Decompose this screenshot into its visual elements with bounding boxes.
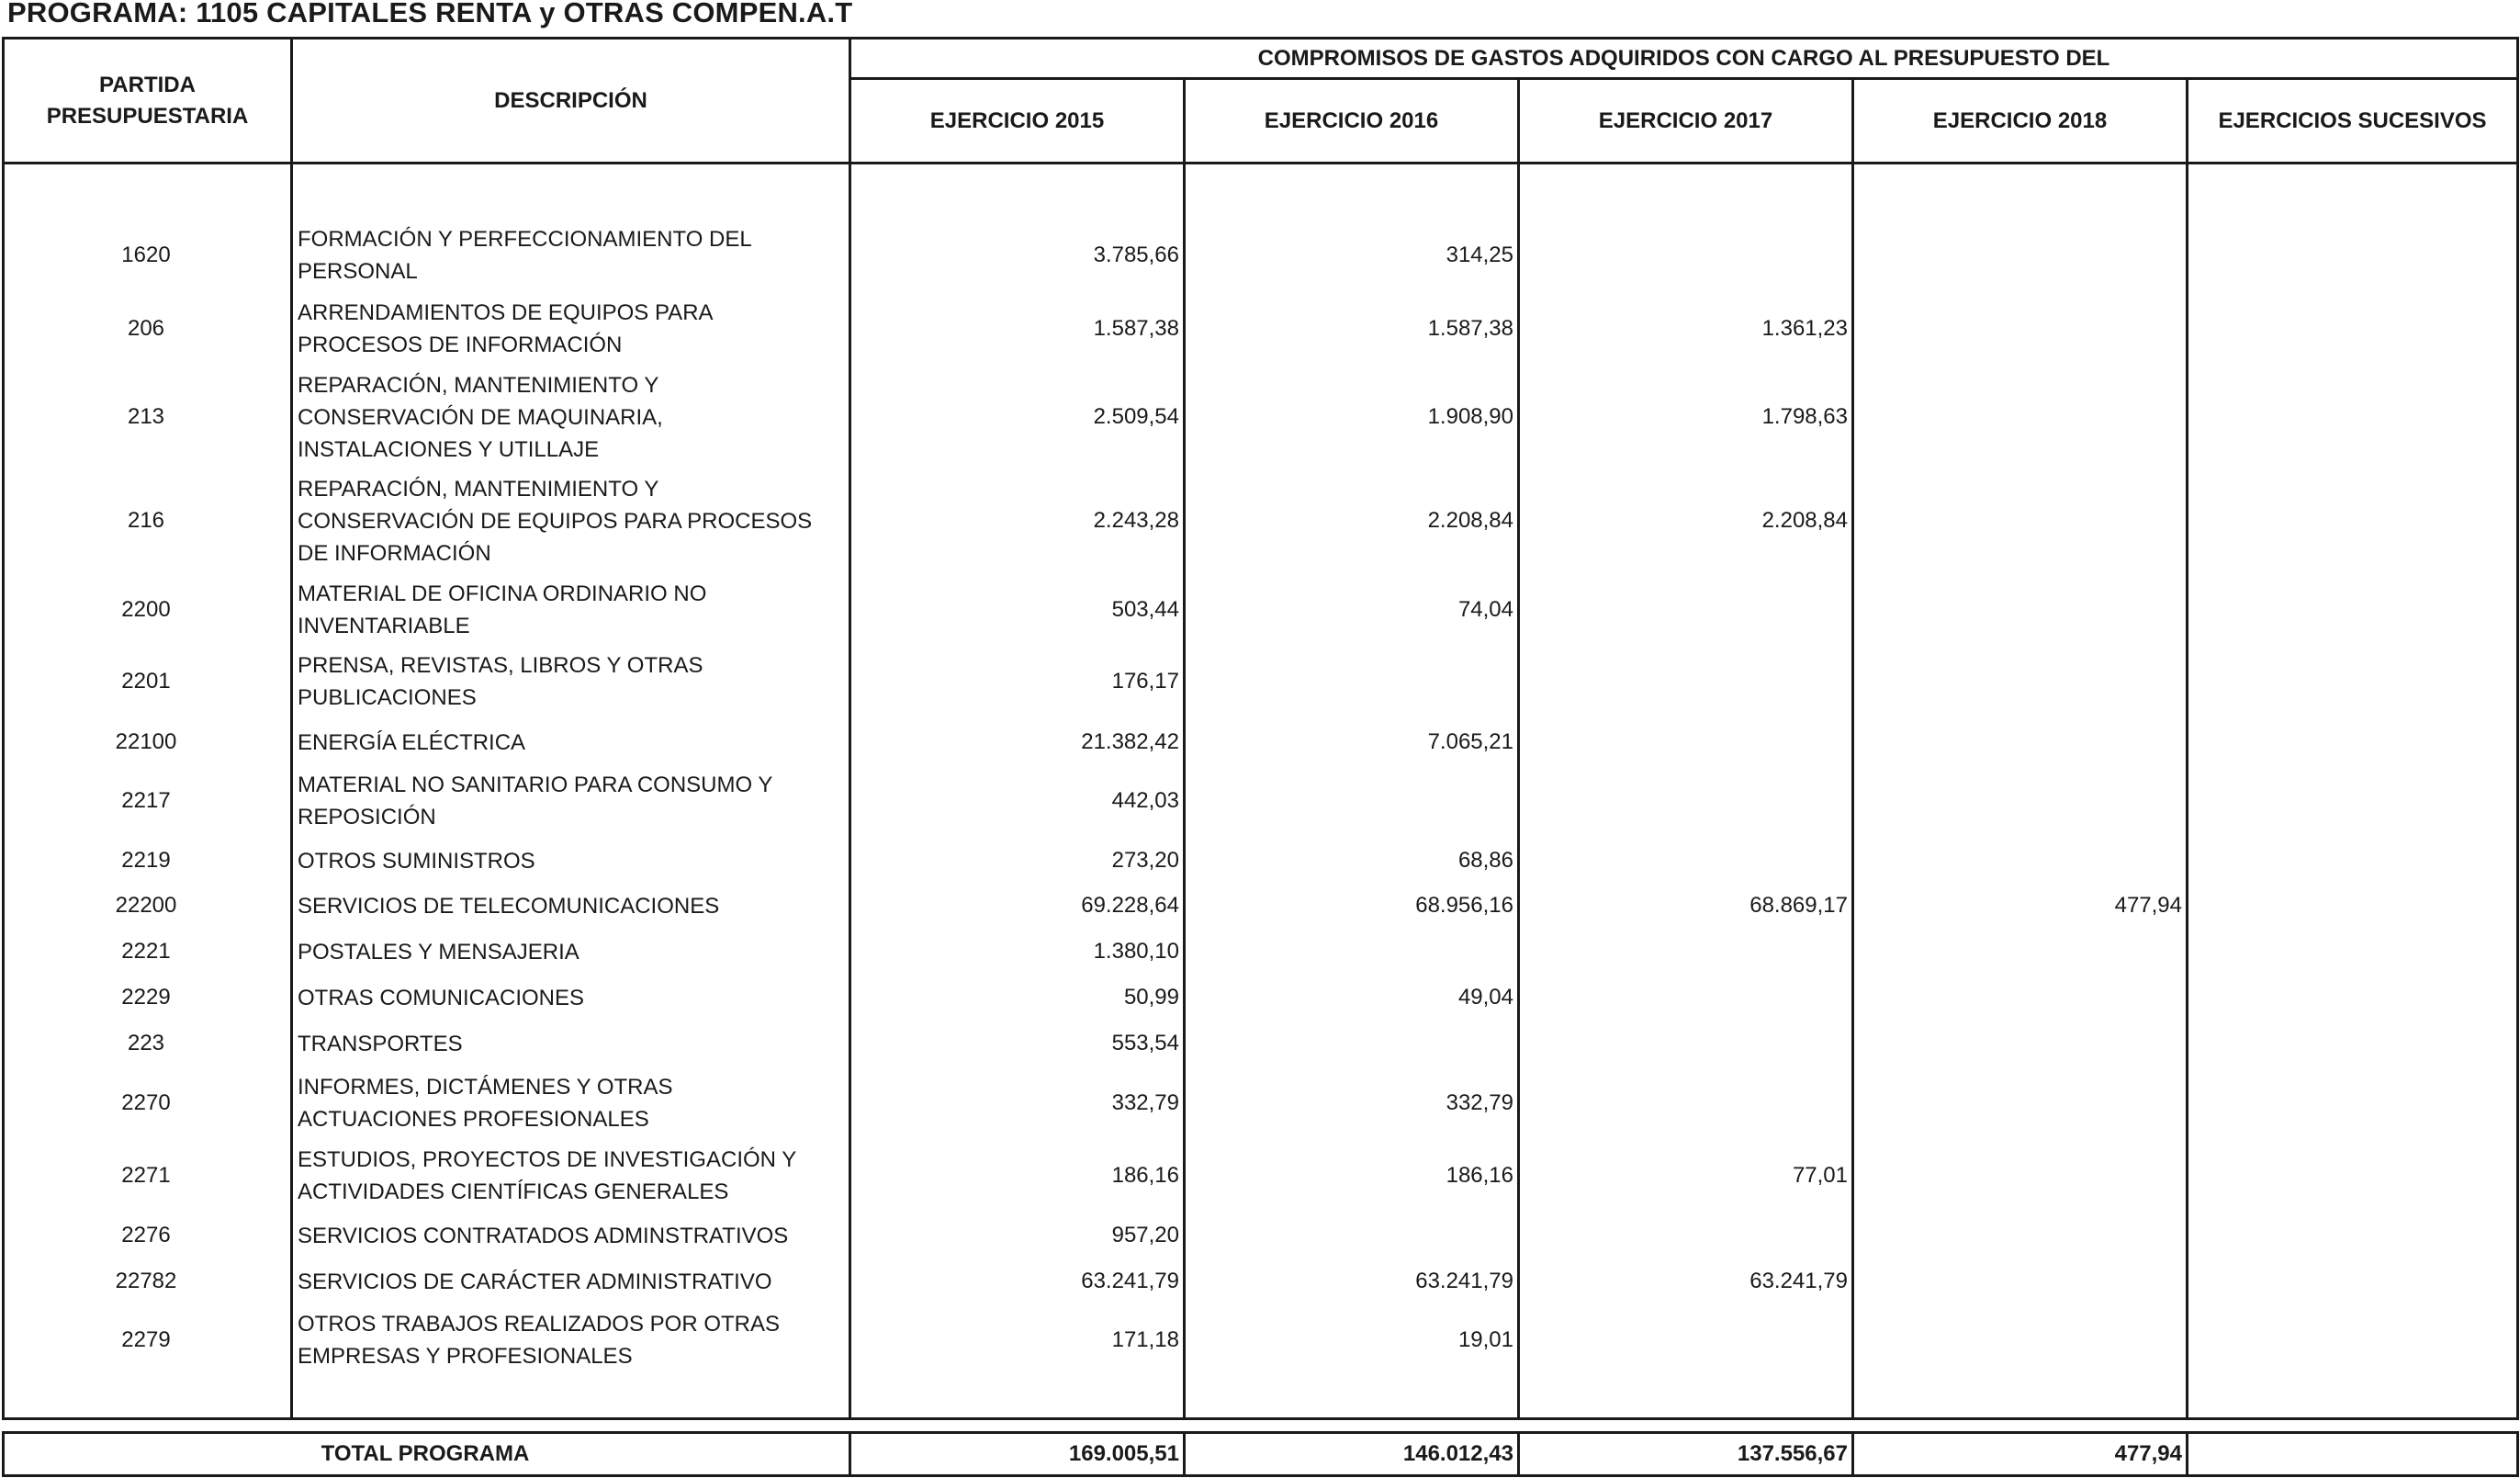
description-cell: ENERGÍA ELÉCTRICA xyxy=(298,729,526,755)
amount-2018-cell xyxy=(1853,1027,2182,1060)
amount-sucesivos-cell xyxy=(2188,768,2516,834)
partida-cell: 22100 xyxy=(115,729,177,754)
table-row xyxy=(0,296,2520,362)
table-row xyxy=(0,981,2520,1014)
amount-2017-cell xyxy=(1519,844,1848,877)
total-label: TOTAL PROGRAMA xyxy=(321,1441,530,1466)
table-row xyxy=(0,1143,2520,1209)
amount-2017-cell: 1.798,63 xyxy=(1761,404,1848,429)
amount-2017-cell xyxy=(1519,222,1848,288)
partida-cell: 2279 xyxy=(121,1327,171,1352)
amount-2015-cell: 171,18 xyxy=(1111,1327,1179,1352)
total-2017-cell: 137.556,67 xyxy=(1737,1441,1848,1466)
amount-2017-cell: 2.208,84 xyxy=(1761,508,1848,533)
table-row xyxy=(0,577,2520,643)
amount-sucesivos-cell xyxy=(2188,1265,2516,1298)
amount-2015-cell: 3.785,66 xyxy=(1093,243,1179,267)
amount-2017-cell xyxy=(1519,1219,1848,1252)
header-ejercicio-2017: EJERCICIO 2017 xyxy=(1598,107,1773,133)
total-2016-cell: 146.012,43 xyxy=(1402,1441,1513,1466)
total-2015-cell: 169.005,51 xyxy=(1068,1441,1179,1466)
partida-cell: 22782 xyxy=(115,1269,177,1293)
amount-2015-cell: 176,17 xyxy=(1111,669,1179,694)
amount-2018-cell xyxy=(1853,1265,2182,1298)
amount-2015-cell: 442,03 xyxy=(1111,788,1179,813)
amount-2015-cell: 2.243,28 xyxy=(1093,508,1179,533)
table-row xyxy=(0,889,2520,922)
amount-2017-cell: 63.241,79 xyxy=(1749,1269,1848,1293)
amount-2016-cell: 2.208,84 xyxy=(1427,508,1513,533)
amount-2016-cell xyxy=(1185,935,1513,968)
amount-2017-cell: 1.361,23 xyxy=(1761,316,1848,341)
amount-sucesivos-cell xyxy=(2188,222,2516,288)
amount-2017-cell xyxy=(1519,649,1848,715)
amount-sucesivos-cell xyxy=(2188,1027,2516,1060)
amount-2016-cell: 332,79 xyxy=(1446,1090,1513,1115)
amount-2015-cell: 21.382,42 xyxy=(1081,729,1179,754)
amount-sucesivos-cell xyxy=(2188,368,2516,466)
header-ejercicio-2016: EJERCICIO 2016 xyxy=(1264,107,1439,133)
amount-2015-cell: 186,16 xyxy=(1111,1163,1179,1188)
amount-sucesivos-cell xyxy=(2188,577,2516,643)
description-cell: POSTALES Y MENSAJERIA xyxy=(298,939,579,965)
amount-2017-cell: 77,01 xyxy=(1792,1163,1848,1188)
amount-2017-cell xyxy=(1519,981,1848,1014)
description-cell: OTRAS COMUNICACIONES xyxy=(298,985,585,1010)
table-row xyxy=(0,726,2520,759)
partida-cell: 2221 xyxy=(121,939,171,964)
header-partida: PARTIDA PRESUPUESTARIA xyxy=(46,72,249,129)
partida-cell: 206 xyxy=(127,316,165,341)
partida-cell: 213 xyxy=(127,404,165,429)
amount-sucesivos-cell xyxy=(2188,1143,2516,1209)
description-cell: TRANSPORTES xyxy=(298,1031,463,1056)
amount-2016-cell: 7.065,21 xyxy=(1427,729,1513,754)
amount-2015-cell: 2.509,54 xyxy=(1093,404,1179,429)
amount-2016-cell: 1.908,90 xyxy=(1427,404,1513,429)
amount-2017-cell xyxy=(1519,768,1848,834)
description-cell: SERVICIOS DE CARÁCTER ADMINISTRATIVO xyxy=(298,1269,772,1294)
description-cell: OTROS SUMINISTROS xyxy=(298,848,535,874)
amount-2018-cell xyxy=(1853,981,2182,1014)
amount-2016-cell xyxy=(1185,768,1513,834)
amount-2016-cell: 1.587,38 xyxy=(1427,316,1513,341)
amount-2015-cell: 69.228,64 xyxy=(1081,893,1179,918)
header-ejercicio-2018: EJERCICIO 2018 xyxy=(1932,107,2108,133)
table-row xyxy=(0,1027,2520,1060)
amount-2017-cell xyxy=(1519,577,1848,643)
description-cell: SERVICIOS DE TELECOMUNICACIONES xyxy=(298,893,720,919)
partida-cell: 2200 xyxy=(121,597,171,622)
total-row xyxy=(0,1434,2520,1474)
amount-2016-cell: 186,16 xyxy=(1446,1163,1513,1188)
amount-2018-cell xyxy=(1853,577,2182,643)
amount-2016-cell xyxy=(1185,1027,1513,1060)
amount-2017-cell xyxy=(1519,1070,1848,1136)
amount-sucesivos-cell xyxy=(2188,935,2516,968)
amount-2018-cell xyxy=(1853,726,2182,759)
partida-cell: 2229 xyxy=(121,985,171,1010)
amount-2015-cell: 332,79 xyxy=(1111,1090,1179,1115)
table-row xyxy=(0,935,2520,968)
amount-2016-cell: 63.241,79 xyxy=(1415,1269,1513,1293)
amount-2016-cell xyxy=(1185,649,1513,715)
amount-2015-cell: 273,20 xyxy=(1111,848,1179,873)
table-row xyxy=(0,222,2520,288)
amount-2018-cell xyxy=(1853,296,2182,362)
partida-cell: 1620 xyxy=(121,243,171,267)
table-row xyxy=(0,1219,2520,1252)
amount-2015-cell: 63.241,79 xyxy=(1081,1269,1179,1293)
description-cell: PRENSA, REVISTAS, LIBROS Y OTRAS PUBLICACIONES xyxy=(298,653,703,710)
partida-cell: 2271 xyxy=(121,1163,171,1188)
partida-cell: 216 xyxy=(127,508,165,533)
amount-2015-cell: 1.380,10 xyxy=(1093,939,1179,964)
amount-sucesivos-cell xyxy=(2188,889,2516,922)
table-row xyxy=(0,368,2520,466)
partida-cell: 2276 xyxy=(121,1223,171,1247)
amount-2015-cell: 1.587,38 xyxy=(1093,316,1179,341)
amount-sucesivos-cell xyxy=(2188,472,2516,570)
amount-2017-cell xyxy=(1519,935,1848,968)
amount-2015-cell: 503,44 xyxy=(1111,597,1179,622)
amount-2018-cell: 477,94 xyxy=(2114,893,2182,918)
table-row xyxy=(0,649,2520,715)
partida-cell: 2217 xyxy=(121,788,171,813)
amount-2018-cell xyxy=(1853,935,2182,968)
description-cell: SERVICIOS CONTRATADOS ADMINSTRATIVOS xyxy=(298,1223,789,1248)
table-row xyxy=(0,1265,2520,1298)
header-compromisos: COMPROMISOS DE GASTOS ADQUIRIDOS CON CARGO AL PRESUPUESTO DEL xyxy=(1257,45,2110,71)
table-row xyxy=(0,472,2520,570)
total-2018-cell: 477,94 xyxy=(2114,1441,2182,1466)
amount-2018-cell xyxy=(1853,1143,2182,1209)
amount-2018-cell xyxy=(1853,768,2182,834)
partida-cell: 2201 xyxy=(121,669,171,694)
description-cell: MATERIAL NO SANITARIO PARA CONSUMO Y REPOSICIÓN xyxy=(298,773,773,829)
amount-2016-cell: 68.956,16 xyxy=(1415,893,1513,918)
partida-cell: 2270 xyxy=(121,1090,171,1115)
table-row xyxy=(0,1307,2520,1373)
amount-2018-cell xyxy=(1853,222,2182,288)
amount-2015-cell: 957,20 xyxy=(1111,1223,1179,1247)
header-descripcion: DESCRIPCIÓN xyxy=(494,87,647,113)
amount-2015-cell: 50,99 xyxy=(1123,985,1179,1010)
amount-2018-cell xyxy=(1853,844,2182,877)
amount-2017-cell xyxy=(1519,1307,1848,1373)
description-cell: ARRENDAMIENTOS DE EQUIPOS PARA PROCESOS DE INFORMACIÓN xyxy=(298,300,714,357)
description-cell: OTROS TRABAJOS REALIZADOS POR OTRAS EMPRESAS Y PROFESIONALES xyxy=(298,1312,780,1369)
amount-2016-cell: 49,04 xyxy=(1457,985,1513,1010)
description-cell: INFORMES, DICTÁMENES Y OTRAS ACTUACIONES PROFESIONALES xyxy=(298,1075,673,1132)
amount-sucesivos-cell xyxy=(2188,296,2516,362)
amount-sucesivos-cell xyxy=(2188,1307,2516,1373)
amount-2017-cell: 68.869,17 xyxy=(1749,893,1848,918)
amount-2016-cell: 68,86 xyxy=(1457,848,1513,873)
amount-2018-cell xyxy=(1853,368,2182,466)
description-cell: REPARACIÓN, MANTENIMIENTO Y CONSERVACIÓN DE EQUIPOS PARA PROCESOS DE INFORMACIÓN xyxy=(298,476,813,566)
table-row xyxy=(0,768,2520,834)
page-title: PROGRAMA: 1105 CAPITALES RENTA y OTRAS COMPEN.A.T xyxy=(7,0,853,28)
amount-2016-cell: 314,25 xyxy=(1446,243,1513,267)
amount-sucesivos-cell xyxy=(2188,1219,2516,1252)
amount-2018-cell xyxy=(1853,1307,2182,1373)
amount-2015-cell: 553,54 xyxy=(1111,1031,1179,1055)
amount-sucesivos-cell xyxy=(2188,844,2516,877)
table-row xyxy=(0,844,2520,877)
description-cell: FORMACIÓN Y PERFECCIONAMIENTO DEL PERSONAL xyxy=(298,227,752,284)
amount-sucesivos-cell xyxy=(2188,726,2516,759)
header-ejercicio-2015: EJERCICIO 2015 xyxy=(929,107,1105,133)
amount-2016-cell xyxy=(1185,1219,1513,1252)
amount-sucesivos-cell xyxy=(2188,981,2516,1014)
amount-2018-cell xyxy=(1853,472,2182,570)
amount-2018-cell xyxy=(1853,1070,2182,1136)
partida-cell: 2219 xyxy=(121,848,171,873)
amount-2016-cell: 19,01 xyxy=(1457,1327,1513,1352)
amount-2018-cell xyxy=(1853,1219,2182,1252)
header-ejercicios-sucesivos: EJERCICIOS SUCESIVOS xyxy=(2218,107,2487,133)
amount-2017-cell xyxy=(1519,1027,1848,1060)
description-cell: MATERIAL DE OFICINA ORDINARIO NO INVENTARIABLE xyxy=(298,581,707,638)
description-cell: ESTUDIOS, PROYECTOS DE INVESTIGACIÓN Y ACTIVIDADES CIENTÍFICAS GENERALES xyxy=(298,1147,797,1204)
amount-2017-cell xyxy=(1519,726,1848,759)
amount-2016-cell: 74,04 xyxy=(1457,597,1513,622)
total-sucesivos-cell xyxy=(2188,1434,2516,1474)
amount-sucesivos-cell xyxy=(2188,1070,2516,1136)
table-row xyxy=(0,1070,2520,1136)
amount-2018-cell xyxy=(1853,649,2182,715)
description-cell: REPARACIÓN, MANTENIMIENTO Y CONSERVACIÓN DE MAQUINARIA, INSTALACIONES Y UTILLAJE xyxy=(298,372,663,462)
amount-sucesivos-cell xyxy=(2188,649,2516,715)
partida-cell: 22200 xyxy=(115,893,177,918)
partida-cell: 223 xyxy=(127,1031,165,1055)
header-divider xyxy=(2,162,2519,164)
